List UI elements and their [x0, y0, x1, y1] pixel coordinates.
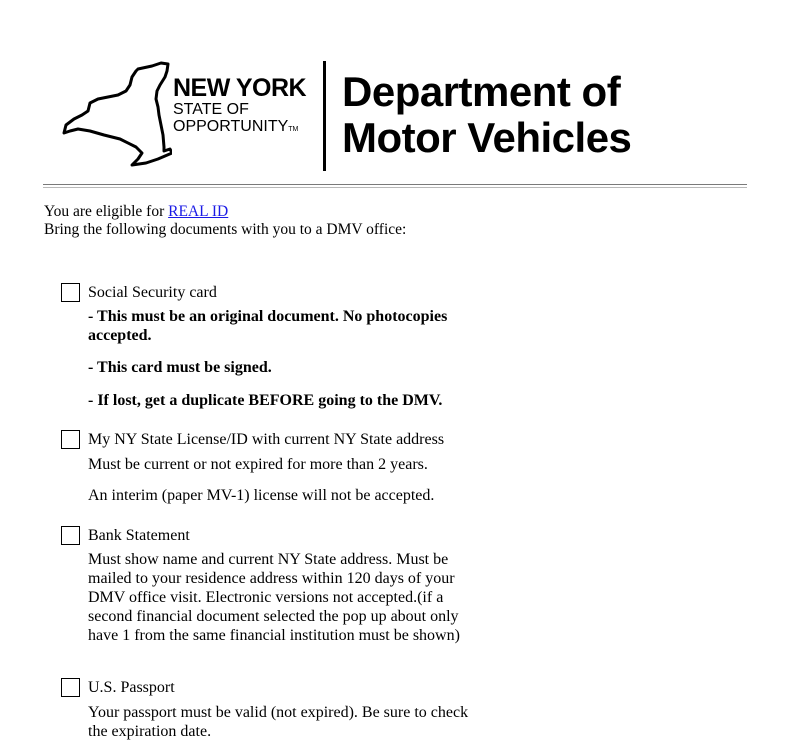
ny-license-note-expiry: Must be current or not expired for more than 2 years. [88, 456, 428, 473]
brand-state-of: STATE OF [173, 101, 249, 118]
bank-statement-label: Bank Statement [88, 527, 190, 544]
header-divider [323, 61, 326, 171]
passport-label: U.S. Passport [88, 679, 175, 696]
horizontal-rule [43, 184, 747, 188]
intro-text [44, 203, 406, 239]
dmv-title [342, 69, 631, 161]
real-id-link[interactable]: REAL ID [168, 203, 229, 220]
dmv-header [60, 55, 660, 175]
dmv-title-line2: Motor Vehicles [342, 114, 632, 161]
social-security-label: Social Security card [88, 284, 217, 301]
eligible-text: You are eligible for [44, 203, 165, 220]
dmv-title-line1: Department of [342, 68, 621, 115]
bring-documents-text: Bring the following documents with you to a DMV office: [44, 221, 407, 238]
passport-checkbox[interactable] [61, 678, 80, 697]
passport-note: Your passport must be valid (not expired). Be sure to check the expiration date. [88, 704, 469, 740]
bank-statement-checkbox[interactable] [61, 526, 80, 545]
brand-opportunity: OPPORTUNITY [173, 118, 289, 135]
social-security-note-signed: - This card must be signed. [88, 359, 272, 376]
ny-state-brand [173, 75, 306, 138]
new-york-state-outline-icon [60, 55, 172, 175]
social-security-note-original: - This must be an original document. No photocopies accepted. [88, 308, 448, 344]
social-security-note-duplicate: - If lost, get a duplicate BEFORE going to the DMV. [88, 392, 443, 409]
ny-license-checkbox[interactable] [61, 430, 80, 449]
ny-license-label: My NY State License/ID with current NY State address [88, 431, 445, 448]
brand-trademark: TM [288, 126, 299, 133]
brand-new-york: NEW YORK [173, 74, 307, 102]
social-security-checkbox[interactable] [61, 283, 80, 302]
bank-statement-note: Must show name and current NY State address. Must be mailed to your residence address within 120 days of your DMV office visit. Electronic versions not accepted.(if a second financial document selected the pop up about only have 1 from the same financial institution must be shown) [88, 551, 460, 644]
ny-license-note-interim: An interim (paper MV-1) license will not be accepted. [88, 487, 435, 504]
